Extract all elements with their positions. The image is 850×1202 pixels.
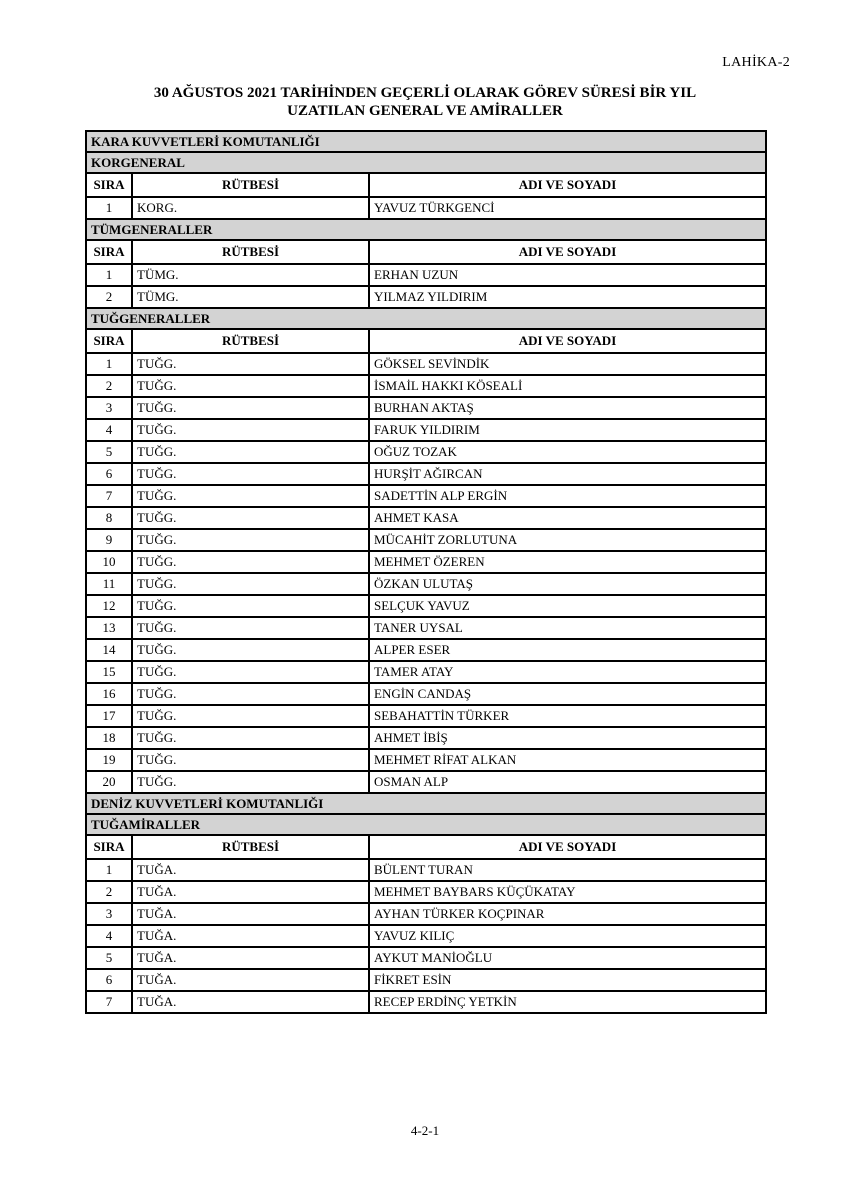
table-row (86, 441, 766, 463)
rank-cell: TUĞG. (132, 441, 369, 463)
row-number-cell: 9 (86, 529, 132, 551)
document-title-line1: 30 AĞUSTOS 2021 TARİHİNDEN GEÇERLİ OLARAK GÖREV SÜRESİ BİR YIL (153, 85, 697, 101)
row-number-cell: 16 (86, 683, 132, 705)
name-cell: TAMER ATAY (369, 661, 766, 683)
name-cell: MEHMET RİFAT ALKAN (369, 749, 766, 771)
name-cell: YILMAZ YILDIRIM (369, 286, 766, 308)
rank-group-row (86, 152, 766, 173)
table-row (86, 771, 766, 793)
table-row (86, 595, 766, 617)
table-row (86, 881, 766, 903)
rank-group-label: KORGENERAL (86, 152, 766, 173)
rank-group-label: TÜMGENERALLER (86, 219, 766, 240)
table-row (86, 705, 766, 727)
name-cell: HURŞİT AĞIRCAN (369, 463, 766, 485)
table-row (86, 683, 766, 705)
name-cell: İSMAİL HAKKI KÖSEALİ (369, 375, 766, 397)
table-row (86, 551, 766, 573)
row-number-cell: 4 (86, 925, 132, 947)
row-number-cell: 1 (86, 353, 132, 375)
rank-cell: TUĞG. (132, 463, 369, 485)
column-header-row (86, 240, 766, 264)
rank-cell: TUĞG. (132, 617, 369, 639)
row-number-cell: 18 (86, 727, 132, 749)
row-number-cell: 5 (86, 441, 132, 463)
rank-cell: TUĞG. (132, 595, 369, 617)
table-row (86, 529, 766, 551)
row-number-cell: 6 (86, 463, 132, 485)
name-cell: AHMET İBİŞ (369, 727, 766, 749)
rank-cell: TUĞG. (132, 485, 369, 507)
rank-cell: TUĞG. (132, 507, 369, 529)
name-cell: BURHAN AKTAŞ (369, 397, 766, 419)
rank-cell: TUĞG. (132, 727, 369, 749)
rank-cell: TÜMG. (132, 286, 369, 308)
column-header-sira: SIRA (86, 173, 132, 197)
table-row (86, 197, 766, 219)
name-cell: FİKRET ESİN (369, 969, 766, 991)
rank-cell: TUĞG. (132, 397, 369, 419)
column-header-adi-ve-soyadi: ADI VE SOYADI (369, 329, 766, 353)
table-row (86, 573, 766, 595)
name-cell: BÜLENT TURAN (369, 859, 766, 881)
table-row (86, 661, 766, 683)
table-row (86, 353, 766, 375)
row-number-cell: 3 (86, 903, 132, 925)
name-cell: OSMAN ALP (369, 771, 766, 793)
document-title (0, 84, 850, 120)
rank-cell: KORG. (132, 197, 369, 219)
name-cell: MEHMET ÖZEREN (369, 551, 766, 573)
rank-cell: TÜMG. (132, 264, 369, 286)
column-header-row (86, 835, 766, 859)
name-cell: FARUK YILDIRIM (369, 419, 766, 441)
rank-cell: TUĞG. (132, 375, 369, 397)
name-cell: AYKUT MANİOĞLU (369, 947, 766, 969)
row-number-cell: 12 (86, 595, 132, 617)
command-section-row (86, 131, 766, 152)
table-row (86, 639, 766, 661)
rank-cell: TUĞG. (132, 661, 369, 683)
rank-cell: TUĞG. (132, 529, 369, 551)
table-row (86, 749, 766, 771)
row-number-cell: 6 (86, 969, 132, 991)
rank-cell: TUĞG. (132, 639, 369, 661)
rank-cell: TUĞG. (132, 683, 369, 705)
name-cell: ENGİN CANDAŞ (369, 683, 766, 705)
column-header-sira: SIRA (86, 240, 132, 264)
table-row (86, 507, 766, 529)
row-number-cell: 4 (86, 419, 132, 441)
table-row (86, 617, 766, 639)
row-number-cell: 8 (86, 507, 132, 529)
rank-group-row (86, 219, 766, 240)
name-cell: OĞUZ TOZAK (369, 441, 766, 463)
rank-cell: TUĞG. (132, 353, 369, 375)
document-title-line2: UZATILAN GENERAL VE AMİRALLER (287, 103, 563, 119)
name-cell: RECEP ERDİNÇ YETKİN (369, 991, 766, 1013)
rank-cell: TUĞA. (132, 925, 369, 947)
row-number-cell: 15 (86, 661, 132, 683)
row-number-cell: 2 (86, 286, 132, 308)
column-header-rutbesi: RÜTBESİ (132, 173, 369, 197)
table-row (86, 903, 766, 925)
rank-group-row (86, 814, 766, 835)
table-row (86, 925, 766, 947)
name-cell: SELÇUK YAVUZ (369, 595, 766, 617)
rank-cell: TUĞG. (132, 749, 369, 771)
table-row (86, 397, 766, 419)
table-row (86, 463, 766, 485)
command-section-label: DENİZ KUVVETLERİ KOMUTANLIĞI (86, 793, 766, 814)
row-number-cell: 7 (86, 485, 132, 507)
rank-cell: TUĞA. (132, 881, 369, 903)
column-header-adi-ve-soyadi: ADI VE SOYADI (369, 240, 766, 264)
name-cell: YAVUZ KILIÇ (369, 925, 766, 947)
row-number-cell: 3 (86, 397, 132, 419)
name-cell: SEBAHATTİN TÜRKER (369, 705, 766, 727)
roster-table (85, 130, 767, 1014)
row-number-cell: 5 (86, 947, 132, 969)
rank-cell: TUĞG. (132, 551, 369, 573)
rank-cell: TUĞA. (132, 969, 369, 991)
table-row (86, 727, 766, 749)
command-section-row (86, 793, 766, 814)
rank-cell: TUĞA. (132, 947, 369, 969)
column-header-sira: SIRA (86, 329, 132, 353)
row-number-cell: 17 (86, 705, 132, 727)
name-cell: YAVUZ TÜRKGENCİ (369, 197, 766, 219)
row-number-cell: 2 (86, 881, 132, 903)
rank-group-label: TUĞAMİRALLER (86, 814, 766, 835)
row-number-cell: 2 (86, 375, 132, 397)
name-cell: ALPER ESER (369, 639, 766, 661)
roster-table-body (86, 131, 766, 1013)
table-row (86, 419, 766, 441)
rank-cell: TUĞA. (132, 903, 369, 925)
row-number-cell: 7 (86, 991, 132, 1013)
column-header-rutbesi: RÜTBESİ (132, 835, 369, 859)
table-row (86, 859, 766, 881)
column-header-rutbesi: RÜTBESİ (132, 240, 369, 264)
rank-cell: TUĞG. (132, 573, 369, 595)
name-cell: AYHAN TÜRKER KOÇPINAR (369, 903, 766, 925)
column-header-row (86, 173, 766, 197)
name-cell: TANER UYSAL (369, 617, 766, 639)
rank-group-label: TUĞGENERALLER (86, 308, 766, 329)
row-number-cell: 14 (86, 639, 132, 661)
column-header-adi-ve-soyadi: ADI VE SOYADI (369, 835, 766, 859)
name-cell: ÖZKAN ULUTAŞ (369, 573, 766, 595)
name-cell: AHMET KASA (369, 507, 766, 529)
row-number-cell: 1 (86, 859, 132, 881)
row-number-cell: 1 (86, 197, 132, 219)
row-number-cell: 11 (86, 573, 132, 595)
rank-cell: TUĞA. (132, 859, 369, 881)
row-number-cell: 19 (86, 749, 132, 771)
table-row (86, 485, 766, 507)
column-header-rutbesi: RÜTBESİ (132, 329, 369, 353)
name-cell: ERHAN UZUN (369, 264, 766, 286)
table-row (86, 286, 766, 308)
row-number-cell: 10 (86, 551, 132, 573)
column-header-row (86, 329, 766, 353)
name-cell: GÖKSEL SEVİNDİK (369, 353, 766, 375)
rank-group-row (86, 308, 766, 329)
table-row (86, 969, 766, 991)
name-cell: SADETTİN ALP ERGİN (369, 485, 766, 507)
table-row (86, 947, 766, 969)
command-section-label: KARA KUVVETLERİ KOMUTANLIĞI (86, 131, 766, 152)
column-header-adi-ve-soyadi: ADI VE SOYADI (369, 173, 766, 197)
rank-cell: TUĞG. (132, 419, 369, 441)
row-number-cell: 1 (86, 264, 132, 286)
table-row (86, 264, 766, 286)
table-row (86, 991, 766, 1013)
rank-cell: TUĞG. (132, 771, 369, 793)
page-number: 4-2-1 (410, 1123, 440, 1138)
row-number-cell: 20 (86, 771, 132, 793)
table-row (86, 375, 766, 397)
rank-cell: TUĞA. (132, 991, 369, 1013)
name-cell: MÜCAHİT ZORLUTUNA (369, 529, 766, 551)
column-header-sira: SIRA (86, 835, 132, 859)
name-cell: MEHMET BAYBARS KÜÇÜKATAY (369, 881, 766, 903)
row-number-cell: 13 (86, 617, 132, 639)
rank-cell: TUĞG. (132, 705, 369, 727)
annex-label: LAHİKA-2 (722, 55, 790, 70)
